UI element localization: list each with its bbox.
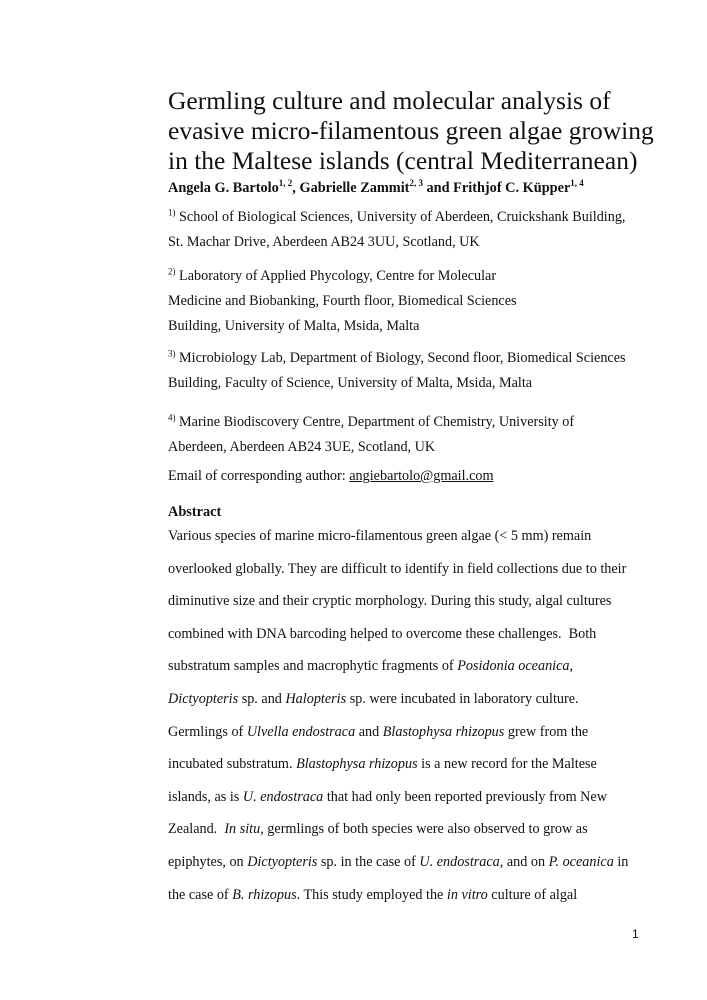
abstract-body xyxy=(168,520,628,911)
abstract-text: is a new record for the Maltese xyxy=(417,756,597,773)
abstract-text: Various species of marine micro-filamentous green algae (< 5 mm) remain xyxy=(168,528,592,544)
affiliation-mark: 3) xyxy=(168,348,176,359)
species-name: Dictyopteris xyxy=(168,690,239,707)
affiliation-2 xyxy=(168,264,517,339)
title-line: Germling culture and molecular analysis of xyxy=(168,86,611,115)
author-affiliation-mark: 1, 4 xyxy=(570,178,584,189)
abstract-line xyxy=(168,781,628,814)
species-name: in vitro xyxy=(446,886,488,903)
abstract-line xyxy=(168,683,628,716)
affiliation-line xyxy=(168,371,626,396)
abstract-text: that had only been reported previously from New xyxy=(323,788,607,805)
abstract-text: combined with DNA barcoding helped to overcome these challenges. Both xyxy=(168,625,597,642)
affiliation-3 xyxy=(168,346,626,396)
affiliation-line xyxy=(168,435,574,460)
author-name: Gabrielle Zammit xyxy=(299,180,410,196)
author-list xyxy=(168,180,584,197)
species-name: P. oceanica xyxy=(548,853,614,870)
abstract-line xyxy=(168,846,628,879)
affiliation-text: Medicine and Biobanking, Fourth floor, Biomedical Sciences xyxy=(168,293,517,309)
affiliation-1 xyxy=(168,205,625,255)
abstract-line xyxy=(168,813,628,846)
abstract-text: in xyxy=(613,853,629,870)
affiliation-line xyxy=(168,314,517,339)
affiliation-text: Building, Faculty of Science, University of Malta, Msida, Malta xyxy=(168,375,533,391)
affiliation-text: Marine Biodiscovery Centre, Department of Chemistry, University of xyxy=(179,414,575,430)
affiliation-text: St. Machar Drive, Aberdeen AB24 3UU, Scotland, UK xyxy=(168,234,480,250)
abstract-text: diminutive size and their cryptic morphology. During this study, algal cultures xyxy=(168,593,612,610)
affiliation-line xyxy=(168,264,517,289)
species-name: Blastophysa rhizopus xyxy=(296,756,418,773)
abstract-text: incubated substratum. xyxy=(168,756,297,773)
abstract-text: Zealand. xyxy=(168,821,225,838)
abstract-line xyxy=(168,879,628,912)
affiliation-line xyxy=(168,410,574,435)
abstract-text: , germlings of both species were also observed to grow as xyxy=(260,821,588,838)
species-name: Blastophysa rhizopus xyxy=(382,723,505,740)
abstract-text: sp. in the case of xyxy=(317,853,420,870)
abstract-line xyxy=(168,716,628,749)
affiliation-text: Laboratory of Applied Phycology, Centre for Molecular xyxy=(179,268,497,284)
abstract-line xyxy=(168,748,628,781)
author-name: Angela G. Bartolo xyxy=(168,180,279,196)
species-name: Ulvella endostraca xyxy=(246,723,356,740)
species-name: B. rhizopus xyxy=(232,886,297,903)
email-link[interactable]: angiebartolo@gmail.com xyxy=(349,468,494,484)
species-name: U. endostraca xyxy=(419,853,500,870)
affiliation-text: Aberdeen, Aberdeen AB24 3UE, Scotland, UK xyxy=(168,439,436,455)
abstract-text: and xyxy=(355,723,383,740)
author-separator: , xyxy=(292,180,300,196)
corresponding-email xyxy=(168,468,494,485)
species-name: In situ xyxy=(224,821,261,838)
abstract-text: the case of xyxy=(168,886,233,903)
author-name: Frithjof C. Küpper xyxy=(453,180,571,196)
author-affiliation-mark: 2, 3 xyxy=(409,178,423,189)
author-affiliation-mark: 1, 2 xyxy=(278,178,293,189)
affiliation-text: Microbiology Lab, Department of Biology, Second floor, Biomedical Sciences xyxy=(179,350,626,366)
abstract-text: . This study employed the xyxy=(296,886,447,903)
affiliation-line xyxy=(168,205,625,230)
affiliation-mark: 1) xyxy=(168,207,176,218)
abstract-line xyxy=(168,618,628,651)
email-label: Email of corresponding author: xyxy=(168,468,350,484)
abstract-text: sp. were incubated in laboratory culture. xyxy=(346,690,579,707)
abstract-line xyxy=(168,520,628,553)
abstract-line xyxy=(168,650,628,683)
paper-title xyxy=(168,86,654,176)
affiliation-line xyxy=(168,346,626,371)
abstract-text: culture of algal xyxy=(487,886,578,903)
title-line: in the Maltese islands (central Mediterranean) xyxy=(168,146,638,175)
abstract-line xyxy=(168,553,628,586)
affiliation-text: Building, University of Malta, Msida, Malta xyxy=(168,318,420,334)
abstract-text: overlooked globally. They are difficult to identify in field collections due to their xyxy=(168,560,627,577)
species-name: Dictyopteris xyxy=(247,853,318,870)
species-name: Halopteris xyxy=(285,690,347,707)
abstract-text: , and on xyxy=(499,853,549,870)
abstract-text: sp. and xyxy=(238,690,286,707)
title-line: evasive micro-filamentous green algae growing xyxy=(168,116,654,145)
abstract-text: , xyxy=(569,658,574,675)
author-separator: and xyxy=(422,180,454,196)
affiliation-mark: 2) xyxy=(168,266,176,277)
abstract-text: grew from the xyxy=(504,723,589,740)
abstract-text: substratum samples and macrophytic fragments of xyxy=(168,658,458,675)
abstract-text: Germlings of xyxy=(168,723,247,740)
affiliation-text: School of Biological Sciences, University of Aberdeen, Cruickshank Building, xyxy=(179,209,626,225)
page-number: 1 xyxy=(632,927,639,941)
abstract-heading: Abstract xyxy=(168,504,222,520)
abstract-text: epiphytes, on xyxy=(168,853,248,870)
affiliation-mark: 4) xyxy=(168,412,176,423)
abstract-text: islands, as is xyxy=(168,788,243,805)
species-name: U. endostraca xyxy=(242,788,324,805)
species-name: Posidonia oceanica xyxy=(457,658,570,675)
affiliation-line xyxy=(168,289,517,314)
affiliation-line xyxy=(168,230,625,255)
abstract-line xyxy=(168,585,628,618)
affiliation-4 xyxy=(168,410,574,460)
